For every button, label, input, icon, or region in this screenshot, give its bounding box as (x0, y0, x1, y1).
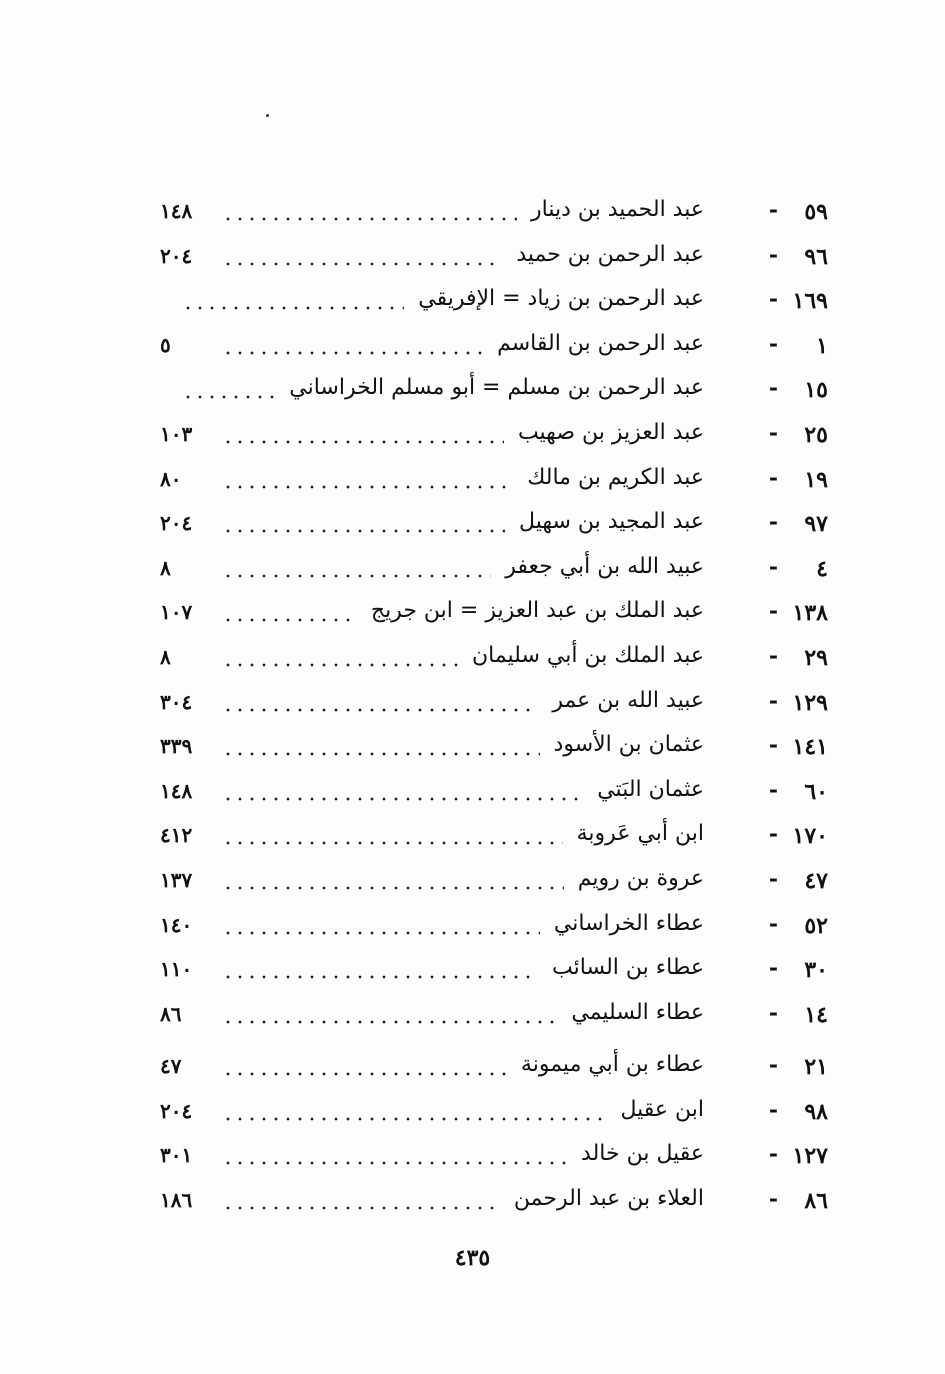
index-entry (160, 1048, 840, 1093)
entry-page: ١١٠ (160, 957, 193, 982)
index-entry (160, 639, 840, 684)
entry-dash: - (768, 642, 778, 669)
entry-page: ١٣٧ (160, 867, 193, 892)
dot-leader (222, 841, 563, 845)
entry-dash: - (768, 330, 778, 357)
entry-dash: - (768, 286, 778, 313)
dot-leader (222, 1020, 557, 1024)
entry-dash: - (768, 553, 778, 580)
dot-leader (222, 1117, 606, 1121)
entry-name: عقيل بن خالد (581, 1141, 704, 1167)
dot-leader (222, 217, 517, 221)
entry-page: ١٤٨ (160, 199, 193, 223)
entry-number: ٢٥ (804, 421, 828, 448)
dot-leader (182, 306, 404, 310)
index-entry (160, 684, 840, 729)
print-speck (266, 114, 269, 117)
entry-number: ٥٩ (804, 199, 828, 225)
entry-page: ٣٠١ (160, 1143, 193, 1168)
entry-name: عبيد الله بن عمر (552, 687, 704, 713)
entry-number: ١٣٨ (792, 600, 828, 627)
entry-dash: - (768, 241, 778, 268)
dot-leader (222, 262, 502, 266)
index-entry (160, 728, 840, 773)
entry-page: ١٨٦ (160, 1188, 193, 1213)
entry-name: عبد الرحمن بن القاسم (497, 330, 704, 356)
entry-page: ٢٠٤ (160, 243, 193, 268)
entry-page: ١٤٨ (160, 778, 193, 803)
entry-name: ابن عقيل (620, 1096, 704, 1122)
entry-number: ٩٧ (804, 511, 828, 538)
entry-dash: - (768, 865, 778, 892)
entry-number: ٨٦ (804, 1188, 828, 1215)
entry-name: عبد الملك بن أبي سليمان (471, 642, 704, 668)
entry-dash: - (768, 910, 778, 937)
index-entry (160, 1137, 840, 1182)
entry-name: عبد الرحمن بن مسلم = أبو مسلم الخراساني (289, 375, 704, 401)
entry-page: ٨٦ (160, 1001, 182, 1026)
index-entry (160, 550, 840, 595)
entry-page: ٤١٢ (160, 823, 193, 848)
index-entry (160, 371, 840, 416)
dot-leader (222, 708, 538, 712)
entry-number: ٢١ (804, 1054, 828, 1081)
entry-number: ١٩ (804, 466, 828, 493)
dot-leader (222, 975, 538, 979)
dot-leader (222, 574, 491, 578)
entry-dash: - (768, 732, 778, 759)
entry-name: عبد العزيز بن صهيب (517, 419, 704, 445)
entry-number: ١٥ (804, 377, 828, 404)
entry-name: عطاء الخراساني (553, 910, 704, 936)
entry-number: ١٦٩ (792, 288, 828, 315)
entry-page: ١٠٧ (160, 600, 193, 625)
dot-leader (222, 440, 504, 444)
index-entry (160, 505, 840, 550)
entry-dash: - (768, 821, 778, 848)
entry-dash: - (768, 419, 778, 446)
index-entry (160, 594, 840, 639)
entry-name: عبد الرحمن بن حميد (516, 241, 704, 267)
entry-dash: - (768, 464, 778, 491)
index-entry (160, 1182, 840, 1227)
entry-number: ١٢٧ (792, 1143, 828, 1170)
dot-leader (222, 618, 357, 622)
index-entry (160, 461, 840, 506)
entry-number: ٤ (816, 555, 828, 582)
entry-dash: - (768, 1096, 778, 1123)
entry-page: ٤٧ (160, 1054, 182, 1079)
entry-dash: - (768, 375, 778, 402)
entry-number: ٩٨ (804, 1098, 828, 1125)
entry-dash: - (768, 955, 778, 982)
entry-page: ٨ (160, 644, 171, 669)
entry-name: عبد الحميد بن دينار (531, 197, 704, 222)
dot-leader (182, 395, 275, 399)
entry-page: ٣٣٩ (160, 734, 193, 759)
index-entry (160, 193, 840, 238)
entry-name: عبد الملك بن عبد العزيز = ابن جريج (370, 598, 704, 624)
dot-leader (222, 1206, 500, 1210)
entry-dash: - (768, 598, 778, 625)
entry-name: عبد الرحمن بن زياد = الإفريقي (418, 286, 704, 312)
dot-leader (222, 529, 505, 533)
entry-name: عبيد الله بن أبي جعفر (505, 553, 704, 579)
index-entry (160, 238, 840, 283)
entry-name: ابن أبي عَروبة (576, 821, 704, 847)
dot-leader (222, 1161, 567, 1165)
dot-leader (222, 1072, 507, 1076)
entry-number: ٩٦ (804, 243, 828, 270)
index-entry (160, 817, 840, 862)
entry-number: ١ (816, 332, 828, 359)
entry-page: ٨٠ (160, 466, 182, 491)
entry-page: ٥ (160, 332, 171, 357)
entry-dash: - (768, 197, 778, 223)
entry-number: ١٤ (804, 1001, 828, 1028)
entry-dash: - (768, 1186, 778, 1213)
index-entry (160, 327, 840, 372)
dot-leader (222, 797, 583, 801)
entry-page: ٢٠٤ (160, 1098, 193, 1123)
entry-page: ٨ (160, 555, 171, 580)
index-entry (160, 282, 840, 327)
entry-number: ١٧٠ (792, 823, 828, 850)
entry-page: ١٠٣ (160, 421, 193, 446)
entry-number: ١٢٩ (792, 689, 828, 716)
index-entry (160, 773, 840, 818)
entry-dash: - (768, 509, 778, 536)
entry-page: ١٤٠ (160, 912, 193, 937)
entry-page: ٢٠٤ (160, 511, 193, 536)
dot-leader (222, 886, 564, 890)
entry-number: ١٤١ (792, 734, 828, 761)
dot-leader (222, 485, 513, 489)
entry-number: ٤٧ (804, 867, 828, 894)
index-entry (160, 996, 840, 1041)
entry-dash: - (768, 1052, 778, 1079)
entry-name: عطاء بن أبي ميمونة (520, 1052, 704, 1078)
index-entry (160, 951, 840, 996)
entry-dash: - (768, 1141, 778, 1168)
entry-name: العلاء بن عبد الرحمن (513, 1186, 704, 1212)
dot-leader (222, 351, 483, 355)
index-list (160, 193, 840, 1227)
dot-leader (222, 752, 540, 756)
entry-name: عبد الكريم بن مالك (527, 464, 704, 490)
dot-leader (222, 931, 540, 935)
entry-number: ٢٩ (804, 644, 828, 671)
entry-name: عثمان بن الأسود (553, 732, 704, 758)
index-entry (160, 416, 840, 461)
entry-page: ٣٠٤ (160, 689, 193, 714)
entry-dash: - (768, 776, 778, 803)
entry-dash: - (768, 687, 778, 714)
entry-number: ٦٠ (804, 778, 828, 805)
entry-name: عثمان البَتي (597, 776, 704, 802)
entry-name: عبد المجيد بن سهيل (519, 509, 704, 535)
index-entry (160, 1093, 840, 1138)
entry-number: ٣٠ (804, 957, 828, 984)
index-entry (160, 862, 840, 907)
entry-name: عطاء بن السائب (552, 955, 704, 981)
entry-name: عروة بن رويم (577, 865, 704, 891)
page-number: ٤٣٥ (454, 1245, 491, 1271)
entry-dash: - (768, 999, 778, 1026)
entry-number: ٥٢ (804, 912, 828, 939)
index-entry (160, 907, 840, 952)
entry-name: عطاء السليمي (571, 999, 704, 1025)
dot-leader (222, 663, 458, 667)
